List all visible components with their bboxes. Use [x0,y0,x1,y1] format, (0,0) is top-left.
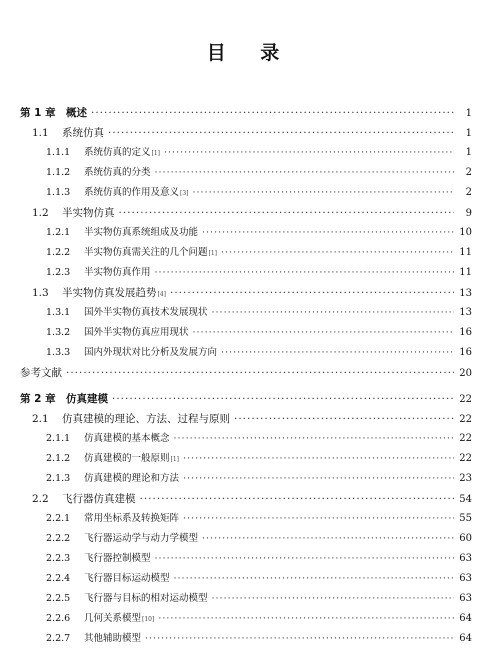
toc-entry-title: 仿真建模的基本概念 [84,433,170,444]
toc-entry-page: 9 [465,208,472,219]
toc-entry-page: 13 [459,288,472,299]
toc-entry-title: 仿真建模的一般原则 [84,453,170,464]
toc-subsection-row[interactable] [20,569,472,589]
toc-entry-page: 63 [459,573,472,584]
toc-entry-page: 16 [459,327,472,338]
toc-entry-page: 22 [459,433,472,444]
toc-subsection-row[interactable] [20,223,472,243]
toc-entry-title: 其他辅助模型 [84,633,142,644]
toc-leader-dots [174,569,454,589]
toc-entry-page: 64 [459,613,472,624]
toc-entry-citation: [3] [180,190,189,197]
toc-leader-dots [174,429,454,449]
toc-entry-page: 1 [465,128,472,139]
toc-leader-dots [108,123,454,143]
toc-entry-page: 23 [459,473,472,484]
toc-entry-citation: [1] [208,250,218,257]
toc-entry-number: 1.1.2 [46,167,71,178]
toc-entry-citation: [4] [157,291,166,298]
toc-subsection-row[interactable] [20,509,472,529]
toc-entry-number: 1.3.2 [46,327,71,338]
toc-leader-dots [164,143,454,163]
toc-entry-title: 国内外现状对比分析及发展方向 [84,347,218,358]
toc-subsection-row[interactable] [20,529,472,549]
toc-entry-title: 国外半实物仿真技术发展现状 [84,307,208,318]
toc-leader-dots [193,323,454,343]
toc-subsection-row[interactable] [20,303,472,323]
toc-section-row[interactable] [20,489,472,509]
toc-leader-dots [155,263,454,283]
toc-leader-dots [119,203,455,223]
toc-entry-title: 飞行器目标运动模型 [84,573,170,584]
toc-leader-dots [202,529,454,549]
toc-leader-dots [183,509,454,529]
toc-entry-page: 22 [459,453,472,464]
toc-entry-page: 2 [465,187,472,198]
toc-entry-title: 仿真建模的理论、方法、过程与原则 [62,413,230,425]
toc-entry-title: 飞行器运动学与动力学模型 [84,533,199,544]
toc-entry-page: 60 [459,533,472,544]
toc-entry-title: 仿真建模 [66,393,108,405]
toc-entry-number: 2.2.2 [46,533,71,544]
toc-leader-dots [221,243,454,263]
toc-entry-title: 半实物仿真作用 [84,267,151,278]
toc-entry-title: 参考文献 [20,367,62,379]
toc-entry-number: 1.1 [32,127,49,139]
toc-leader-dots [91,103,454,123]
toc-leader-dots [234,409,454,429]
toc-entry-title: 系统仿真的定义 [84,147,151,158]
toc-entry-title: 飞行器仿真建模 [62,493,136,505]
toc-entry-number: 1.3.3 [46,347,71,358]
toc-subsection-row[interactable] [20,163,472,183]
toc-subsection-row[interactable] [20,323,472,343]
toc-entry-number: 2.2.3 [46,553,71,564]
toc-entry-page: 54 [459,494,472,505]
toc-entry-number: 2.2.7 [46,633,71,644]
toc-entry-number: 2.1.3 [46,473,71,484]
toc-leader-dots [66,363,454,383]
toc-leader-dots [221,343,454,363]
toc-entry-title: 概述 [66,107,87,119]
toc-entry-number: 2.2.5 [46,593,71,604]
toc-entry-page: 55 [459,513,472,524]
toc-leader-dots [183,469,454,489]
toc-leader-dots [140,489,455,509]
toc-entry-page: 22 [459,394,472,405]
toc-entry-title: 飞行器与目标的相对运动模型 [84,593,208,604]
toc-entry-title: 半实物仿真发展趋势 [62,287,157,299]
toc-leader-dots [193,183,454,203]
toc-subsection-row[interactable] [20,549,472,569]
toc-section-row[interactable] [20,203,472,223]
toc-entry-title: 国外半实物仿真应用现状 [84,327,189,338]
toc-section-row[interactable] [20,123,472,143]
toc-entry-title: 半实物仿真需关注的几个问题 [84,247,208,258]
toc-entry-citation: [10] [142,616,155,623]
toc-leader-dots [112,389,454,409]
toc-entry-page: 22 [459,414,472,425]
toc-leader-dots [155,549,454,569]
toc-subsection-row[interactable] [20,469,472,489]
toc-entry-page: 20 [459,368,472,379]
toc-subsection-row[interactable] [20,629,472,649]
toc-entry-citation: [1] [151,150,161,157]
toc-entry-title: 常用坐标系及转换矩阵 [84,513,180,524]
toc-leader-dots [170,283,454,303]
toc-section-row[interactable] [20,409,472,429]
toc-entry-title: 半实物仿真 [62,207,115,219]
toc-entry-page: 13 [459,307,472,318]
toc-entry-page: 2 [465,167,472,178]
toc-entry-title: 几何关系模型 [84,613,142,624]
toc-entry-title: 仿真建模的理论和方法 [84,473,180,484]
toc-entry-number: 1.2.1 [46,227,71,238]
toc-entry-page: 10 [459,227,472,238]
toc-entry-title: 系统仿真 [62,127,104,139]
toc-entry-title: 系统仿真的分类 [84,167,151,178]
toc-subsection-row[interactable] [20,263,472,283]
toc-entry-page: 16 [459,347,472,358]
toc-entry-number: 第 2 章 [20,393,56,405]
toc-subsection-row[interactable] [20,589,472,609]
toc-leader-dots [202,223,454,243]
toc-entry-page: 64 [459,633,472,644]
toc-leader-dots [183,449,454,469]
toc-entry-number: 1.1.3 [46,187,71,198]
toc-entry-title: 系统仿真的作用及意义 [84,187,180,198]
toc-entry-number: 2.2.4 [46,573,71,584]
toc-entry-title: 飞行器控制模型 [84,553,151,564]
toc-entry-number: 1.2.2 [46,247,71,258]
toc-entry-page: 1 [465,108,472,119]
toc-chapter-row[interactable] [20,103,472,123]
page-title: 目 录 [206,42,294,64]
toc-leader-dots [145,629,454,649]
toc-entry-page: 1 [465,147,472,158]
toc-entry-number: 2.2.6 [46,613,71,624]
toc-subsection-row[interactable] [20,143,472,163]
toc-entry-page: 63 [459,593,472,604]
toc-entry-number: 2.1 [32,413,49,425]
toc-entry-citation: [1] [170,456,180,463]
toc-leader-dots [212,589,454,609]
toc-entry-number: 1.3 [32,287,49,299]
toc-entry-number: 1.3.1 [46,307,71,318]
toc-entry-page: 11 [459,267,472,278]
toc-subsection-row[interactable] [20,449,472,469]
toc-entry-number: 1.2.3 [46,267,71,278]
toc-entry-number: 1.2 [32,207,49,219]
toc-subsection-row[interactable] [20,609,472,629]
toc-entry-number: 2.1.1 [46,433,71,444]
toc-entry-page: 63 [459,553,472,564]
table-of-contents [20,103,472,649]
toc-entry-number: 2.2 [32,493,49,505]
toc-entry-number: 第 1 章 [20,107,56,119]
toc-subsection-row[interactable] [20,243,472,263]
toc-section-row[interactable] [20,283,472,303]
toc-entry-number: 2.2.1 [46,513,71,524]
toc-subsection-row[interactable] [20,183,472,203]
toc-chapter-row[interactable] [20,389,472,409]
toc-subsection-row[interactable] [20,343,472,363]
toc-entry-title: 半实物仿真系统组成及功能 [84,227,199,238]
toc-entry-page: 11 [459,247,472,258]
toc-subsection-row[interactable] [20,429,472,449]
toc-entry-number: 2.1.2 [46,453,71,464]
toc-entry-number: 1.1.1 [46,147,71,158]
toc-leader-dots [155,163,454,183]
toc-references-row[interactable] [20,363,472,383]
toc-leader-dots [212,303,454,323]
toc-leader-dots [158,609,454,629]
